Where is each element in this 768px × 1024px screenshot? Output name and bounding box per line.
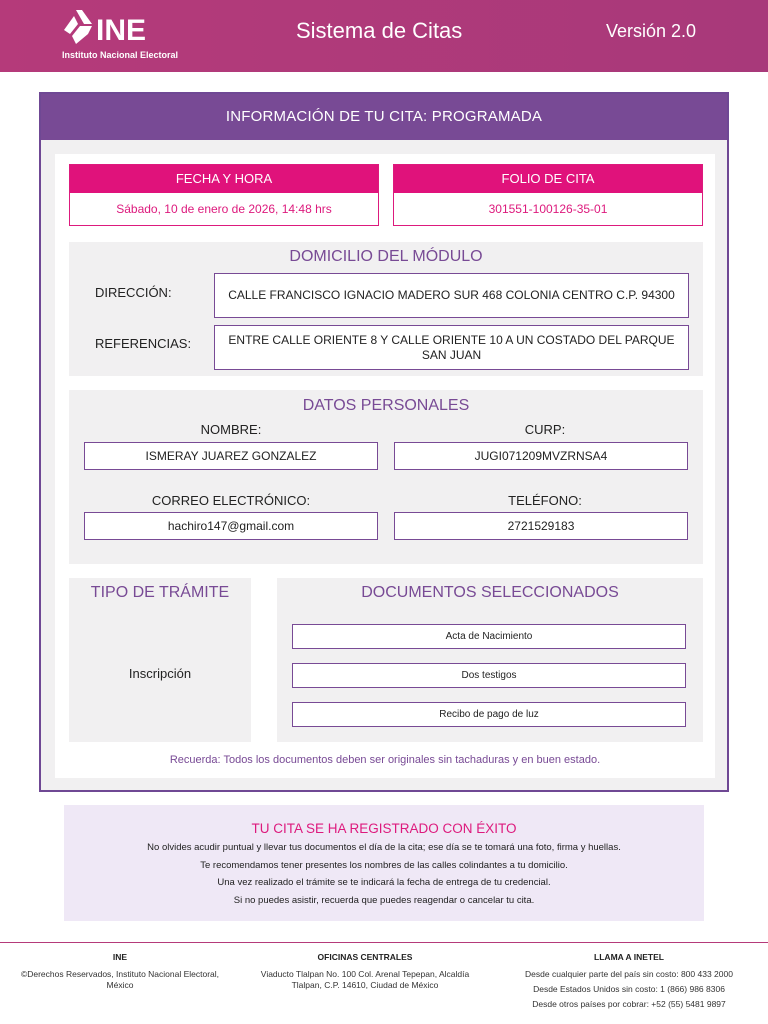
folio-label: FOLIO DE CITA <box>394 165 702 193</box>
success-line: Una vez realizado el trámite se te indicará la fecha de entrega de tu credencial. <box>217 877 551 888</box>
direccion-label: DIRECCIÓN: <box>95 285 172 300</box>
date-label: FECHA Y HORA <box>70 165 378 193</box>
address-section <box>69 242 703 376</box>
logo-subtitle: Instituto Nacional Electoral <box>62 50 179 60</box>
footer-oficinas-text: Viaducto Tlalpan No. 100 Col. Arenal Tepepan, Alcaldía Tlalpan, C.P. 14610, Ciudad de México <box>260 969 470 990</box>
tramite-title: TIPO DE TRÁMITE <box>90 584 230 601</box>
footer-ine-title: INE <box>112 952 128 962</box>
nombre-label: NOMBRE: <box>200 422 262 437</box>
document-item: Dos testigos <box>292 663 686 688</box>
document-item: Recibo de pago de luz <box>292 702 686 727</box>
document-item: Acta de Nacimiento <box>292 624 686 649</box>
personal-title: DATOS PERSONALES <box>302 397 470 414</box>
correo-label: CORREO ELECTRÓNICO: <box>151 493 311 508</box>
footer-oficinas <box>250 952 480 995</box>
ine-logo[interactable] <box>62 10 192 62</box>
footer-inetel <box>500 952 758 1014</box>
correo-value: hachiro147@gmail.com <box>84 512 378 540</box>
referencias-value: ENTRE CALLE ORIENTE 8 Y CALLE ORIENTE 10 A UN COSTADO DEL PARQUE SAN JUAN <box>214 325 689 370</box>
documents-section <box>277 578 703 742</box>
curp-value: JUGI071209MVZRNSA4 <box>394 442 688 470</box>
folio-value: 301551-100126-35-01 <box>488 202 608 216</box>
footer-phone-line[interactable]: Desde cualquier parte del país sin costo: 800 433 2000 <box>525 969 733 979</box>
documents-title: DOCUMENTOS SELECCIONADOS <box>361 584 619 601</box>
footer-ine-text: ©Derechos Reservados, Instituto Nacional Electoral, México <box>20 969 220 990</box>
address-title: DOMICILIO DEL MÓDULO <box>289 248 483 265</box>
top-header-bar <box>0 0 768 72</box>
logo-text: INE <box>96 14 147 47</box>
personal-section <box>69 390 703 564</box>
footer-phone-line[interactable]: Desde otros países por cobrar: +52 (55) 5481 9897 <box>532 999 726 1009</box>
telefono-value: 2721529183 <box>394 512 688 540</box>
success-line: No olvides acudir puntual y llevar tus documentos el día de la cita; ese día se te tomará una foto, firma y huellas. <box>147 842 621 853</box>
direccion-value: CALLE FRANCISCO IGNACIO MADERO SUR 468 COLONIA CENTRO C.P. 94300 <box>214 273 689 318</box>
nombre-value: ISMERAY JUAREZ GONZALEZ <box>84 442 378 470</box>
date-value: Sábado, 10 de enero de 2026, 14:48 hrs <box>116 202 332 216</box>
success-line: Te recomendamos tener presentes los nombres de las calles colindantes a tu domicilio. <box>200 860 568 871</box>
tramite-section <box>69 578 251 742</box>
success-message <box>64 805 704 921</box>
tramite-value: Inscripción <box>128 666 192 681</box>
appointment-card <box>39 92 729 792</box>
footer-oficinas-title: OFICINAS CENTRALES <box>317 952 413 962</box>
success-title: TU CITA SE HA REGISTRADO CON ÉXITO <box>251 821 517 836</box>
ine-logo-icon <box>62 10 96 48</box>
card-title: INFORMACIÓN DE TU CITA: PROGRAMADA <box>41 94 727 140</box>
footer-inetel-title: LLAMA A INETEL <box>594 952 664 962</box>
footer-ine <box>10 952 230 995</box>
documents-note: Recuerda: Todos los documentos deben ser originales sin tachaduras y en buen estado. <box>169 754 601 766</box>
success-line: Si no puedes asistir, recuerda que puedes reagendar o cancelar tu cita. <box>233 895 535 906</box>
curp-label: CURP: <box>524 422 566 437</box>
footer-divider <box>0 942 768 943</box>
telefono-label: TELÉFONO: <box>508 493 582 508</box>
folio-box <box>393 164 703 226</box>
footer-phone-line[interactable]: Desde Estados Unidos sin costo: 1 (866) 986 8306 <box>533 984 725 994</box>
referencias-label: REFERENCIAS: <box>95 336 192 351</box>
card-body <box>55 154 715 778</box>
app-title: Sistema de Citas <box>296 18 463 43</box>
date-box <box>69 164 379 226</box>
app-version: Versión 2.0 <box>605 21 696 41</box>
